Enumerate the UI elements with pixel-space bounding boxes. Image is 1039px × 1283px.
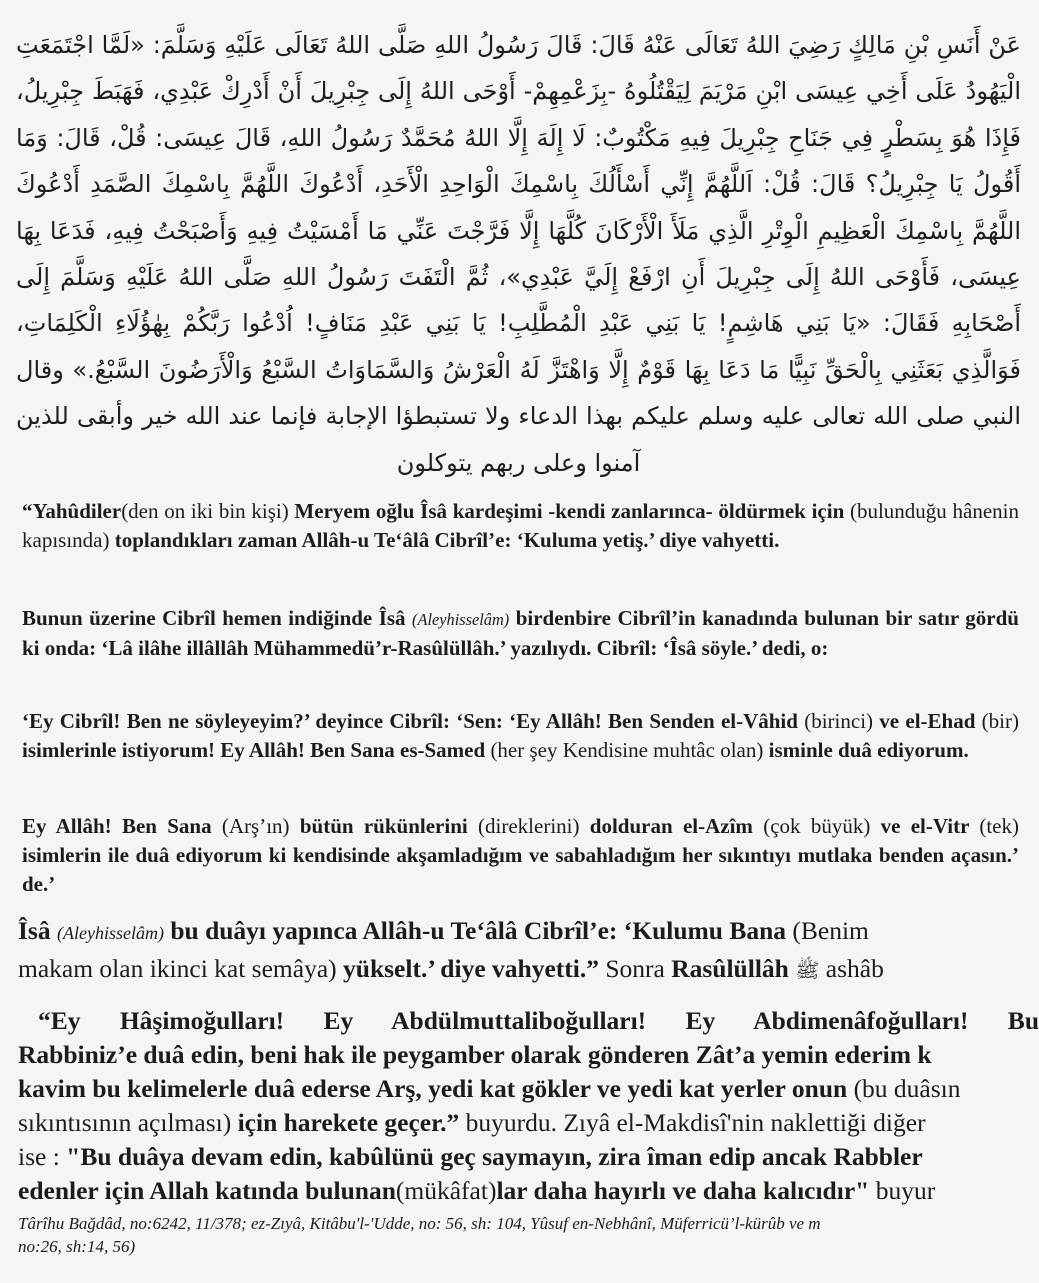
paragraph-6 — [18, 1004, 1039, 1208]
bold-run: isimlerin ile duâ ediyorum ki kendisinde akşamladığım ve sabahladığım her sıkıntıyı mutlaka benden açasın.’ de.’ — [22, 843, 1019, 896]
name-isa: Îsâ — [18, 916, 51, 945]
arabic-hadith-text: عَنْ أَنَسِ بْنِ مَالِكٍ رَضِيَ اللهُ تَعَالَى عَنْهُ قَالَ: قَالَ رَسُولُ اللهِ صَلَّى اللهُ تَعَالَى عَلَيْهِ وَسَلَّمَ: «لَمَّا اجْتَمَعَتِ الْيَهُودُ عَلَى أَخِي عِيسَى ابْنِ مَرْيَمَ لِيَقْتُلُوهُ -بِزَعْمِهِمْ- أَوْحَى اللهُ إِلَى جِبْرِيلَ أَنْ أَدْرِكْ عَبْدِي، فَهَبَطَ جِبْرِيلُ، فَإِذَا هُوَ بِسَطْرٍ فِي جَنَاحِ جِبْرِيلَ فِيهِ مَكْتُوبٌ: لَا إِلَهَ إِلَّا اللهُ مُحَمَّدٌ رَسُولُ اللهِ، قَالَ عِيسَى: قُلْ، قَالَ: وَمَا أَقُولُ يَا جِبْرِيلُ؟ قَالَ: قُلْ: اَللَّهُمَّ إِنِّي أَسْأَلُكَ بِاسْمِكَ الْوَاحِدِ الْأَحَدِ، أَدْعُوكَ اللَّهُمَّ بِاسْمِكَ الصَّمَدِ أَدْعُوكَ اللَّهُمَّ بِاسْمِكَ الْعَظِيمِ الْوِتْرِ الَّذِي مَلَأَ الْأَرْكَانَ كُلَّهَا إِلَّا فَرَّجْتَ عَنِّي مَا أَمْسَيْتُ فِيهِ وَأَصْبَحْتُ فِيهِ، فَدَعَا بِهَا عِيسَى، فَأَوْحَى اللهُ إِلَى جِبْرِيلَ أَنِ ارْفَعْ إِلَيَّ عَبْدِي»، ثُمَّ الْتَفَتَ رَسُولُ اللهِ صَلَّى اللهُ عَلَيْهِ وَسَلَّمَ إِلَى أَصْحَابِهِ فَقَالَ: «يَا بَنِي هَاشِمٍ! يَا بَنِي عَبْدِ الْمُطَّلِبِ! يَا بَنِي عَبْدِ مَنَافٍ! اُدْعُوا رَبَّكُمْ بِهٰؤُلَاءِ الْكَلِمَاتِ، فَوَالَّذِي بَعَثَنِي بِالْحَقِّ نَبِيًّا مَا دَعَا بِهَا قَوْمٌ إِلَّا وَاهْتَزَّ لَهُ الْعَرْشُ وَالسَّمَاوَاتُ السَّبْعُ وَالْأَرَضُونَ السَّبْعُ.» وقال النبي صلى الله تعالى عليه وسلم عليكم بهذا الدعاء ولا تستبطؤا الإجابة فإنما عند الله خير وأبقى للذين آمنوا وعلى ربهم يتوكلون — [16, 31, 1021, 477]
paragraph-4 — [22, 812, 1019, 899]
paragraph-5-paren: (Benim — [792, 916, 869, 945]
paragraph-5-paren-2: makam olan ikinci kat semâya) — [18, 954, 337, 983]
paragraph-6-bold-6a: edenler için Allah katında bulunan — [18, 1176, 396, 1205]
paragraph-6-bold-1: “Ey Hâşimoğulları! Ey Abdülmuttaliboğulları! Ey Abdimenâfoğulları! Bu — [38, 1006, 1039, 1035]
paragraph-6-text-6: buyur — [875, 1176, 936, 1205]
paren-run: (direklerini) — [478, 814, 590, 838]
paragraph-3 — [22, 707, 1019, 765]
paragraph-5-bold-2: yükselt.’ diye vahyetti.” — [343, 954, 599, 983]
paragraph-5-line-1 — [18, 914, 1039, 950]
paragraph-6-paren-3: (bu duâsın — [853, 1074, 961, 1103]
bold-run: Meryem oğlu Îsâ kardeşimi -kendi zanlarınca- öldürmek için — [294, 499, 850, 523]
paragraph-6-bold-3: kavim bu kelimelerle duâ ederse Arş, yedi kat gökler ve yedi kat yerler onun — [18, 1074, 848, 1103]
paragraph-6-bold-4: için harekete geçer.” — [237, 1108, 460, 1137]
paren-run: (tek) — [979, 814, 1019, 838]
source-citation-line-2: no:26, sh:14, 56) — [18, 1237, 136, 1256]
paragraph-6-text-4: buyurdu. Zıyâ el-Makdisî'nin naklettiği diğer — [465, 1108, 926, 1137]
paragraph-5-text: bu duâyı yapınca Allâh-u Te‘âlâ Cibrîl’e: ‘Kulumu Bana — [170, 916, 787, 945]
paren-run: (bir) — [981, 709, 1019, 733]
paren-run: (bulunduğu hânenin kapısında) — [22, 499, 1019, 552]
source-citation-line-1: Târîhu Bağdâd, no:6242, 11/378; ez-Zıyâ, Kitâbu'l-'Udde, no: 56, sh: 104, Yûsuf en-Nebhânî, Müferricü’l-kürûb ve m — [18, 1214, 821, 1233]
paragraph-5-text-3: ashâb — [825, 954, 884, 983]
paragraph-5 — [18, 914, 1039, 987]
bold-run: “Yahûdiler — [22, 499, 122, 523]
paragraph-2-text-b: birdenbire Cibrîl’in kanadında bulunan bir satır gördü ki onda: ‘Lâ ilâhe illâllâh Mühammedü’r-Rasûlüllâh.’ yazılıydı. Cibrîl: ‘Îsâ söyle.’ dedi, o: — [22, 606, 1019, 660]
bold-run: ve el-Vitr — [880, 814, 980, 838]
paragraph-6-text-5: ise : — [18, 1142, 60, 1171]
paragraph-2-text-a: Bunun üzerine Cibrîl hemen indiğinde Îsâ — [22, 606, 413, 630]
bold-run: ve el-Ehad — [879, 709, 982, 733]
paragraph-6-line-2 — [18, 1038, 1039, 1072]
source-citation — [18, 1212, 1039, 1258]
paragraph-6-line-3 — [18, 1072, 1039, 1106]
bold-run: dolduran el-Azîm — [589, 814, 764, 838]
bold-run: isimlerinle istiyorum! Ey Allâh! Ben Sana es-Samed — [22, 738, 491, 762]
bold-run: toplandıkları zaman Allâh-u Te‘âlâ Cibrîl’e: ‘Kuluma yetiş.’ diye vahyetti. — [114, 528, 780, 552]
paragraph-6-line-1 — [18, 1004, 1039, 1038]
paren-run: (den on iki bin kişi) — [121, 499, 295, 523]
name-rasulullah: Rasûlüllâh — [671, 954, 789, 983]
paragraph-1 — [22, 497, 1019, 555]
bold-run: Ey Allâh! Ben Sana — [22, 814, 222, 838]
paragraph-6-line-5 — [18, 1140, 1039, 1174]
honorific-label: (Aleyhisselâm) — [56, 923, 164, 943]
paren-run: (her şey Kendisine muhtâc olan) — [490, 738, 769, 762]
bold-run: bütün rükünlerini — [299, 814, 479, 838]
paragraph-6-bold-5: "Bu duâya devam edin, kabûlünü geç saymayın, zira îman edip ancak Rabbler — [66, 1142, 923, 1171]
paragraph-2 — [22, 604, 1019, 663]
paragraph-6-line-6 — [18, 1174, 1039, 1208]
paren-run: (birinci) — [804, 709, 880, 733]
paragraph-6-line-4 — [18, 1106, 1039, 1140]
salawat-seal-icon: ﷺ — [795, 958, 820, 982]
honorific-label: (Aleyhisselâm) — [412, 610, 510, 629]
paren-run: (Arş’ın) — [221, 814, 300, 838]
paren-run: (çok büyük) — [763, 814, 881, 838]
paragraph-6-bold-2: Rabbiniz’e duâ edin, beni hak ile peygamber olarak gönderen Zât’a yemin ederim k — [18, 1040, 932, 1069]
paragraph-6-bold-6b: lar daha hayırlı ve daha kalıcıdır" — [496, 1176, 870, 1205]
paragraph-5-text-2: Sonra — [605, 954, 665, 983]
paragraph-5-line-2 — [18, 952, 1039, 987]
paragraph-6-paren-4: sıkıntısının açılması) — [18, 1108, 232, 1137]
bold-run: isminle duâ ediyorum. — [768, 738, 969, 762]
paragraph-6-paren-6: (mükâfat) — [395, 1176, 497, 1205]
bold-run: ‘Ey Cibrîl! Ben ne söyleyeyim?’ deyince Cibrîl: ‘Sen: ‘Ey Allâh! Ben Senden el-Vâhid — [22, 709, 805, 733]
